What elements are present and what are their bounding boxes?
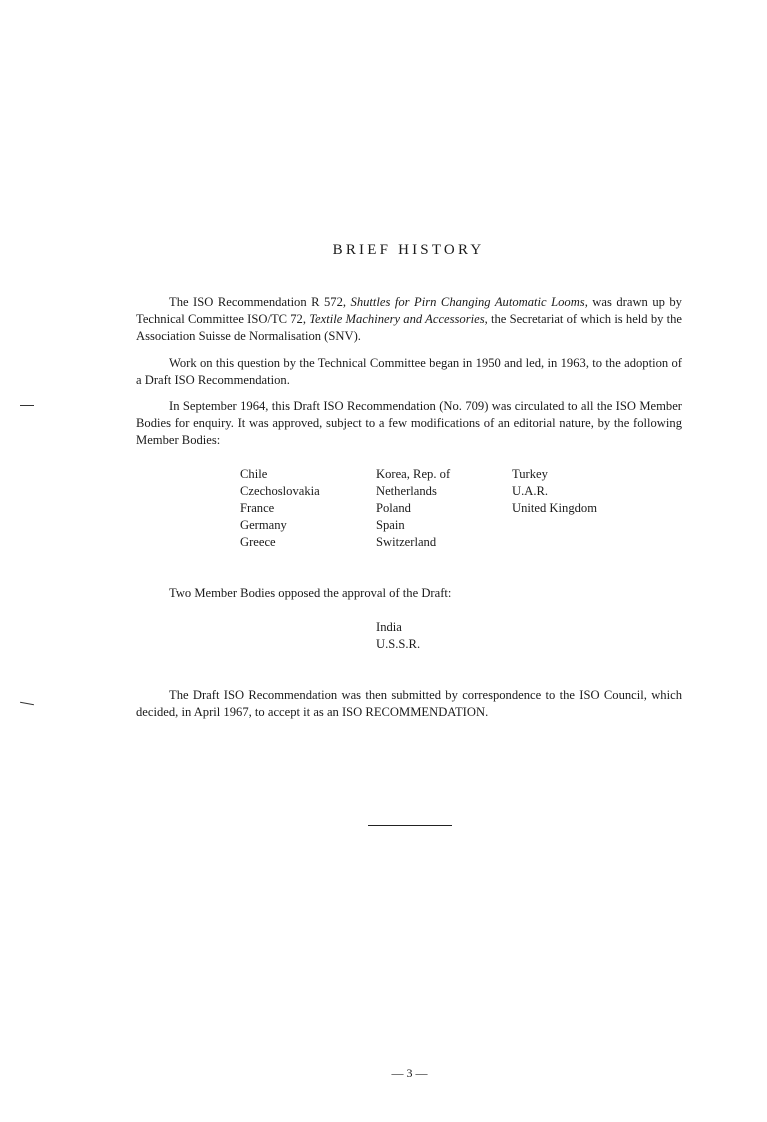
approving-members-column-2 — [376, 466, 450, 551]
list-item: Czechoslovakia — [240, 484, 320, 498]
paragraph-council-decision: The Draft ISO Recommendation was then submitted by correspondence to the ISO Council, which decided, in April 1967, to accept it as an ISO RECOMMENDATION. — [136, 688, 682, 719]
list-item: Turkey — [512, 467, 548, 481]
list-item: U.A.R. — [512, 484, 549, 498]
page-number: — 3 — — [391, 1066, 428, 1080]
list-item: United Kingdom — [512, 501, 598, 515]
recommendation-title: Shuttles for Pirn Changing Automatic Looms — [350, 295, 585, 309]
opposing-members-list — [376, 619, 420, 653]
list-item: Greece — [240, 535, 276, 549]
paragraph-enquiry: In September 1964, this Draft ISO Recommendation (No. 709) was circulated to all the ISO Member Bodies for enquiry. It was approved, subject to a few modifications of an editorial nature, by the following Member Bodies: — [136, 399, 682, 447]
paragraph-origin-text-a: The ISO Recommendation R 572, — [169, 295, 351, 309]
list-item: Switzerland — [376, 535, 437, 549]
committee-name: Textile Machinery and Accessories — [309, 312, 485, 326]
list-item: Chile — [240, 467, 268, 481]
paragraph-opposition: Two Member Bodies opposed the approval of the Draft: — [169, 586, 452, 600]
approving-members-column-3 — [512, 466, 597, 517]
paragraph-origin-text-c: , the Secretariat of which is held by the Association Suisse de Normalisation (SNV). — [136, 312, 683, 343]
paragraph-origin — [136, 294, 682, 345]
list-item: Poland — [376, 501, 411, 515]
paragraph-origin-text-b: , was drawn up by Technical Committee ISO/TC 72, — [136, 295, 682, 326]
approving-members-column-1 — [240, 466, 320, 551]
page-title: BRIEF HISTORY — [332, 242, 485, 258]
margin-mark — [20, 405, 34, 406]
paragraph-work-history: Work on this question by the Technical Committee began in 1950 and led, in 1963, to the adoption of a Draft ISO Recommendation. — [136, 356, 682, 387]
list-item: Spain — [376, 518, 405, 532]
list-item: U.S.S.R. — [376, 637, 421, 651]
margin-mark — [20, 702, 34, 705]
section-divider — [368, 825, 452, 826]
list-item: India — [376, 620, 402, 634]
list-item: Germany — [240, 518, 287, 532]
list-item: Korea, Rep. of — [376, 467, 451, 481]
list-item: Netherlands — [376, 484, 437, 498]
list-item: France — [240, 501, 275, 515]
